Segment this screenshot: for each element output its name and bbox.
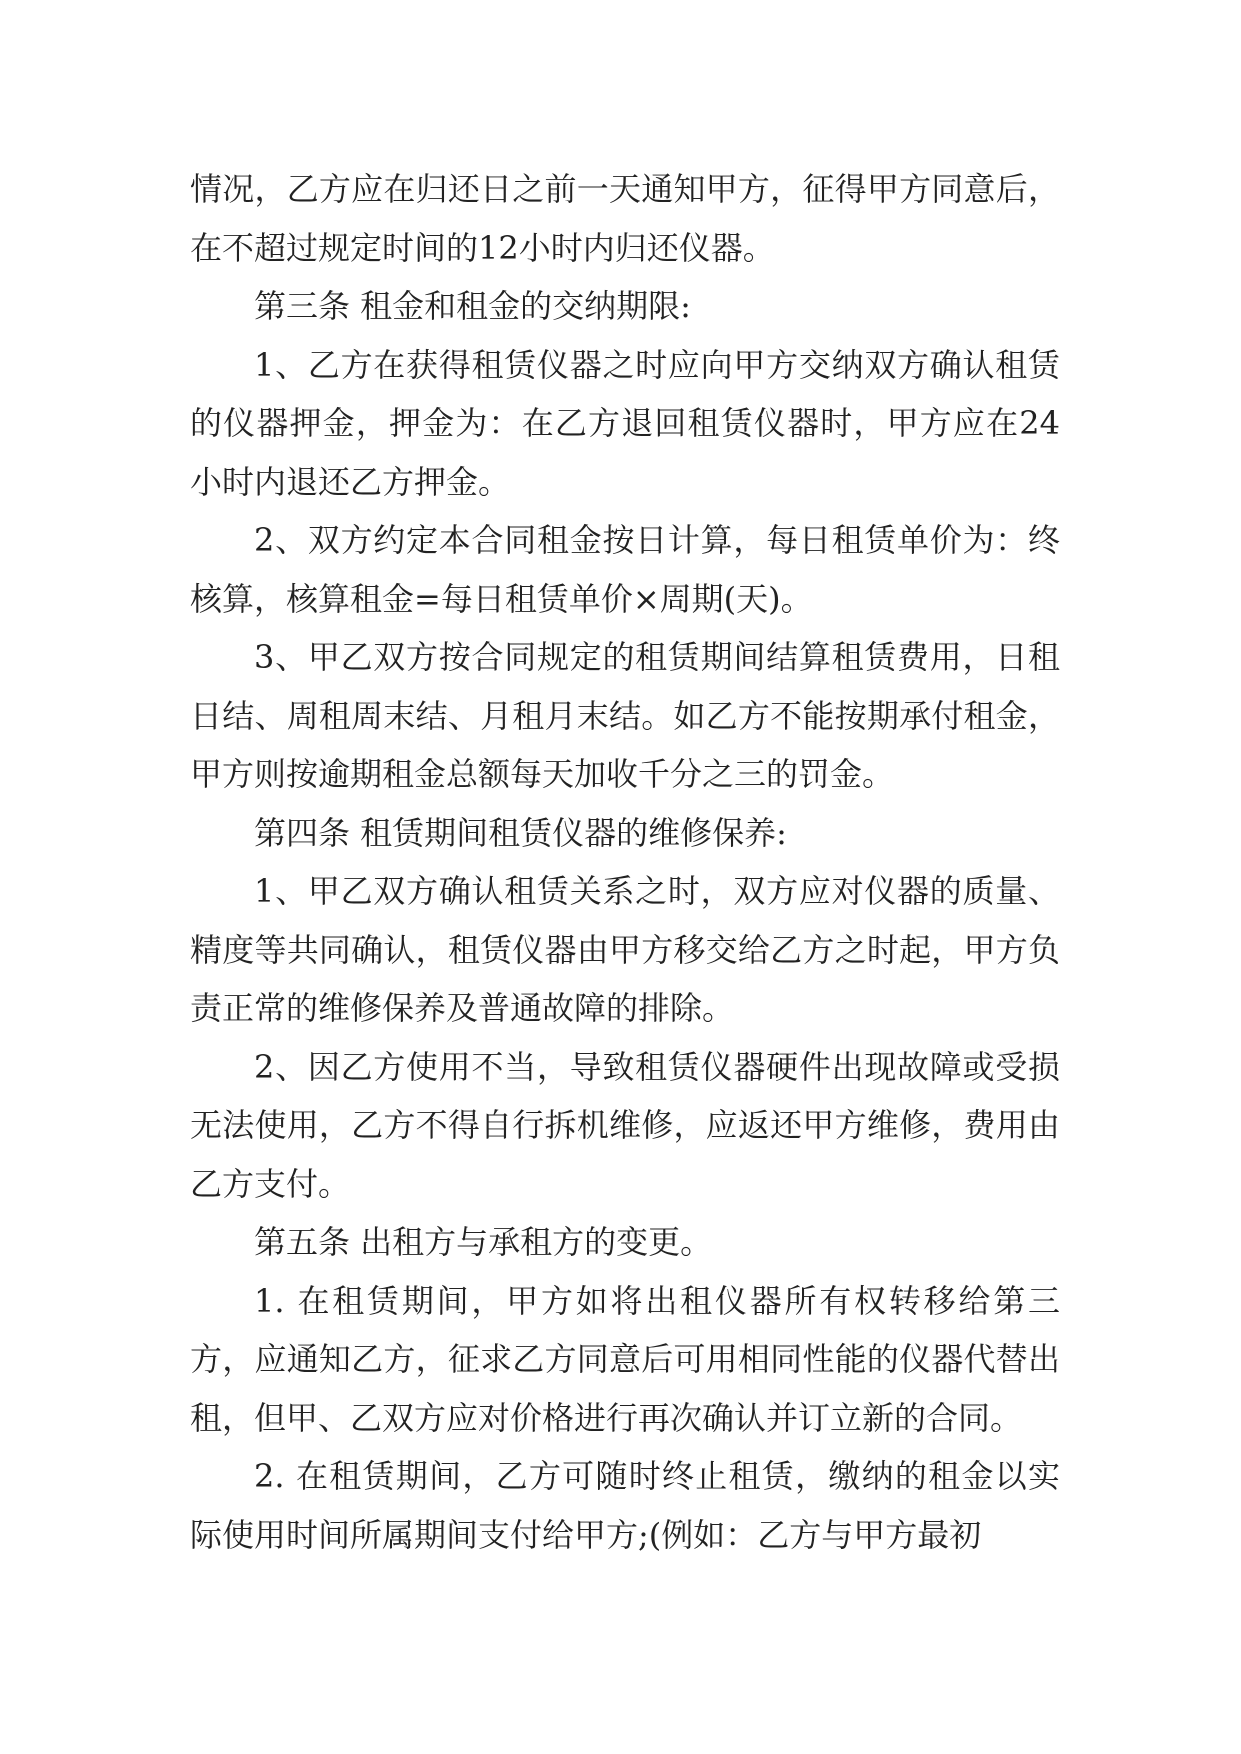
paragraph-return-notice: 情况，乙方应在归还日之前一天通知甲方，征得甲方同意后，在不超过规定时间的12小时内归还仪器。 — [190, 170, 1060, 267]
heading-article-5: 第五条 出租方与承租方的变更。 — [254, 1223, 713, 1261]
paragraph-article-3-item-3: 3、甲乙双方按合同规定的租赁期间结算租赁费用，日租日结、周租周末结、月租月末结。如乙方不能按期承付租金，甲方则按逾期租金总额每天加收千分之三的罚金。 — [190, 638, 1060, 793]
paragraph-article-3-item-1: 1、乙方在获得租赁仪器之时应向甲方交纳双方确认租赁的仪器押金，押金为：在乙方退回租赁仪器时，甲方应在24小时内退还乙方押金。 — [190, 345, 1060, 501]
document-body — [190, 160, 1060, 1564]
paragraph-article-3-item-2: 2、双方约定本合同租金按日计算，每日租赁单价为：终核算，核算租金=每日租赁单价×周期(天)。 — [190, 521, 1060, 618]
paragraph-article-4-item-1: 1、甲乙双方确认租赁关系之时，双方应对仪器的质量、精度等共同确认，租赁仪器由甲方移交给乙方之时起，甲方负责正常的维修保养及普通故障的排除。 — [190, 872, 1060, 1027]
paragraph-article-5-item-2: 2. 在租赁期间，乙方可随时终止租赁，缴纳的租金以实际使用时间所属期间支付给甲方;(例如：乙方与甲方最初 — [190, 1457, 1060, 1554]
heading-article-3: 第三条 租金和租金的交纳期限: — [254, 287, 691, 325]
heading-article-4: 第四条 租赁期间租赁仪器的维修保养: — [254, 813, 787, 852]
paragraph-article-5-item-1: 1. 在租赁期间，甲方如将出租仪器所有权转移给第三方，应通知乙方，征求乙方同意后可用相同性能的仪器代替出租，但甲、乙双方应对价格进行再次确认并订立新的合同。 — [190, 1281, 1060, 1437]
paragraph-article-4-item-2: 2、因乙方使用不当，导致租赁仪器硬件出现故障或受损无法使用，乙方不得自行拆机维修，应返还甲方维修，费用由乙方支付。 — [190, 1047, 1060, 1203]
